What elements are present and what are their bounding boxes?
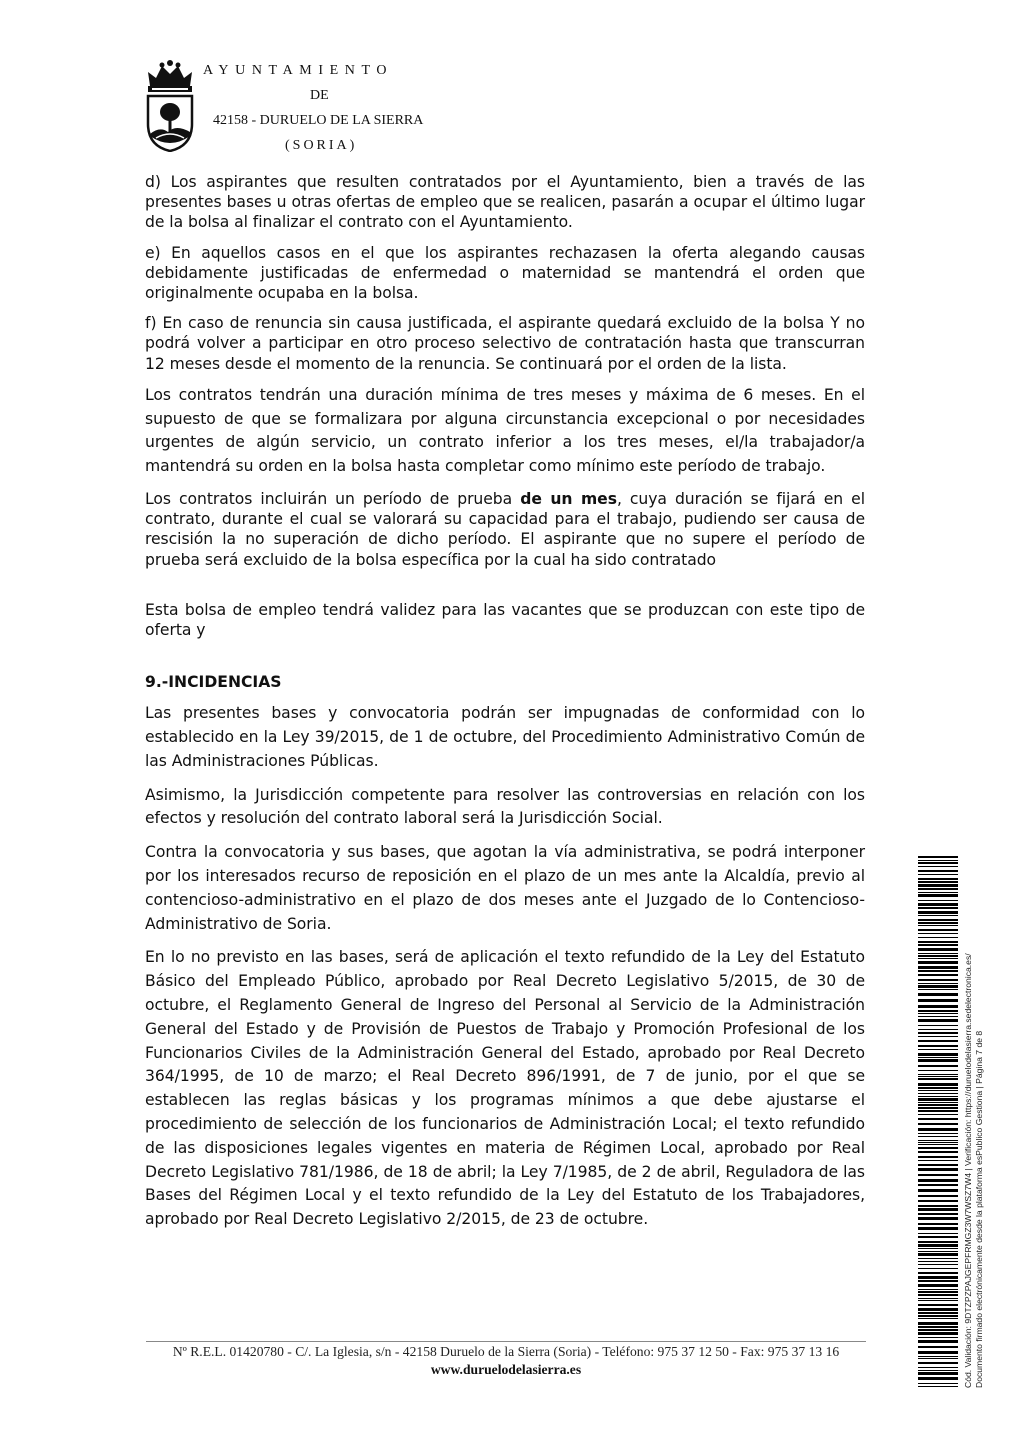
paragraph-jurisdiccion: Asimismo, la Jurisdicción competente para resolver las controversias en relación con los efectos y resolución del contrato laboral será la Jurisdicción Social.	[145, 785, 865, 828]
footer-website: www.duruelodelasierra.es	[430, 1362, 582, 1377]
footer-divider	[146, 1341, 866, 1342]
barcode-icon	[918, 856, 958, 1388]
signature-notice: Documento firmado electrónicamente desde la plataforma esPublico Gestiona | Página 7 de 8	[974, 1030, 984, 1388]
document-body	[145, 172, 865, 1242]
paragraph-d: d) Los aspirantes que resulten contratados por el Ayuntamiento, bien a través de las presentes bases u otras ofertas de empleo que se realicen, pasarán a ocupar el último lugar de la bolsa al finalizar el contrato con el Ayuntamiento.	[145, 173, 865, 232]
paragraph-periodo-prueba	[145, 489, 865, 570]
footer-address: Nº R.E.L. 01420780 - C/. La Iglesia, s/n - 42158 Duruelo de la Sierra (Soria) - Teléfono: 975 37 12 50 - Fax: 975 37 13 16	[172, 1344, 840, 1359]
header-province: (SORIA)	[285, 138, 358, 153]
section-heading-incidencias: 9.-INCIDENCIAS	[145, 673, 282, 692]
paragraph-duracion-contratos: Los contratos tendrán una duración mínima de tres meses y máxima de 6 meses. En el supuesto de que se formalizara por alguna circunstancia excepcional o por necesidades urgentes de algún servicio, un contrato inferior a los tres meses, el/la trabajador/a mantendrá su orden en la bolsa hasta completar como mínimo este período de trabajo.	[145, 385, 865, 476]
prueba-text-a: Los contratos incluirán un período de prueba	[145, 490, 521, 509]
header-title: AYUNTAMIENTO	[203, 63, 394, 78]
header-de: DE	[310, 88, 329, 103]
paragraph-recurso: Contra la convocatoria y sus bases, que agotan la vía administrativa, se podrá interponer por los interesados recurso de reposición en el plazo de un mes ante la Alcaldía, previo al contencioso-administrativo en el plazo de dos meses ante el Juzgado de lo Contencioso-Administrativo de Soria.	[145, 843, 865, 933]
verification-sidebar	[963, 828, 985, 1388]
paragraph-normativa: En lo no previsto en las bases, será de aplicación el texto refundido de la Ley del Estatuto Básico del Empleado Público, aprobado por Real Decreto Legislativo 5/2015, de 30 de octubre, el Reglamento General de Ingreso del Personal al Servicio de la Administración General del Estado y de Provisión de Puestos de Trabajo y Promoción Profesional de los Funcionarios Civiles de la Administración General del Estado, aprobado por Real Decreto 364/1995, de 10 de marzo; el Real Decreto 896/1991, de 7 de junio, por el que se establecen las reglas básicas y los programas mínimos a que debe ajustarse el procedimiento de selección de los funcionarios de Administración Local; el texto refundido de las disposiciones legales vigentes en materia de Régimen Local, aprobado por Real Decreto Legislativo 781/1986, de 18 de abril; la Ley 7/1985, de 2 de abril, Reguladora de las Bases del Régimen Local y el texto refundido de la Ley del Estatuto de los Trabajadores, aprobado por Real Decreto Legislativo 2/2015, de 23 de octubre.	[145, 948, 865, 1229]
prueba-emphasis: de un mes	[520, 490, 617, 509]
verification-code: Cód. Validación: 9DTZPZPAJGEPFRMGZ3W7WSZ7W4 | Verificación: https://duruelodelasierra.sedelectronica.es/	[963, 953, 973, 1388]
coat-of-arms-icon	[144, 60, 196, 152]
header-locality: 42158 - DURUELO DE LA SIERRA	[213, 113, 424, 128]
paragraph-e: e) En aquellos casos en el que los aspirantes rechazasen la oferta alegando causas debidamente justificadas de enfermedad o maternidad se mantendrá el orden que originalmente ocupaba en la bolsa.	[145, 243, 865, 303]
paragraph-impugnacion: Las presentes bases y convocatoria podrán ser impugnadas de conformidad con lo establecido en la Ley 39/2015, de 1 de octubre, del Procedimiento Administrativo Común de las Administraciones Públicas.	[145, 704, 865, 770]
paragraph-f: f) En caso de renuncia sin causa justificada, el aspirante quedará excluido de la bolsa Y no podrá volver a participar en otro proceso selectivo de contratación hasta que transcurran 12 meses desde el momento de la renuncia. Se continuará por el orden de la lista.	[145, 314, 865, 373]
paragraph-validez-bolsa: Esta bolsa de empleo tendrá validez para las vacantes que se produzcan con este tipo de oferta y	[145, 600, 865, 640]
prueba-text-c: , cuya duración se fijará en el contrato, durante el cual se valorará su capacidad para el trabajo, pudiendo ser causa de rescisión la no superación de dicho período. El aspirante que no supere el período de prueba será excluido de la bolsa específica por la cual ha sido contratado	[145, 490, 865, 569]
